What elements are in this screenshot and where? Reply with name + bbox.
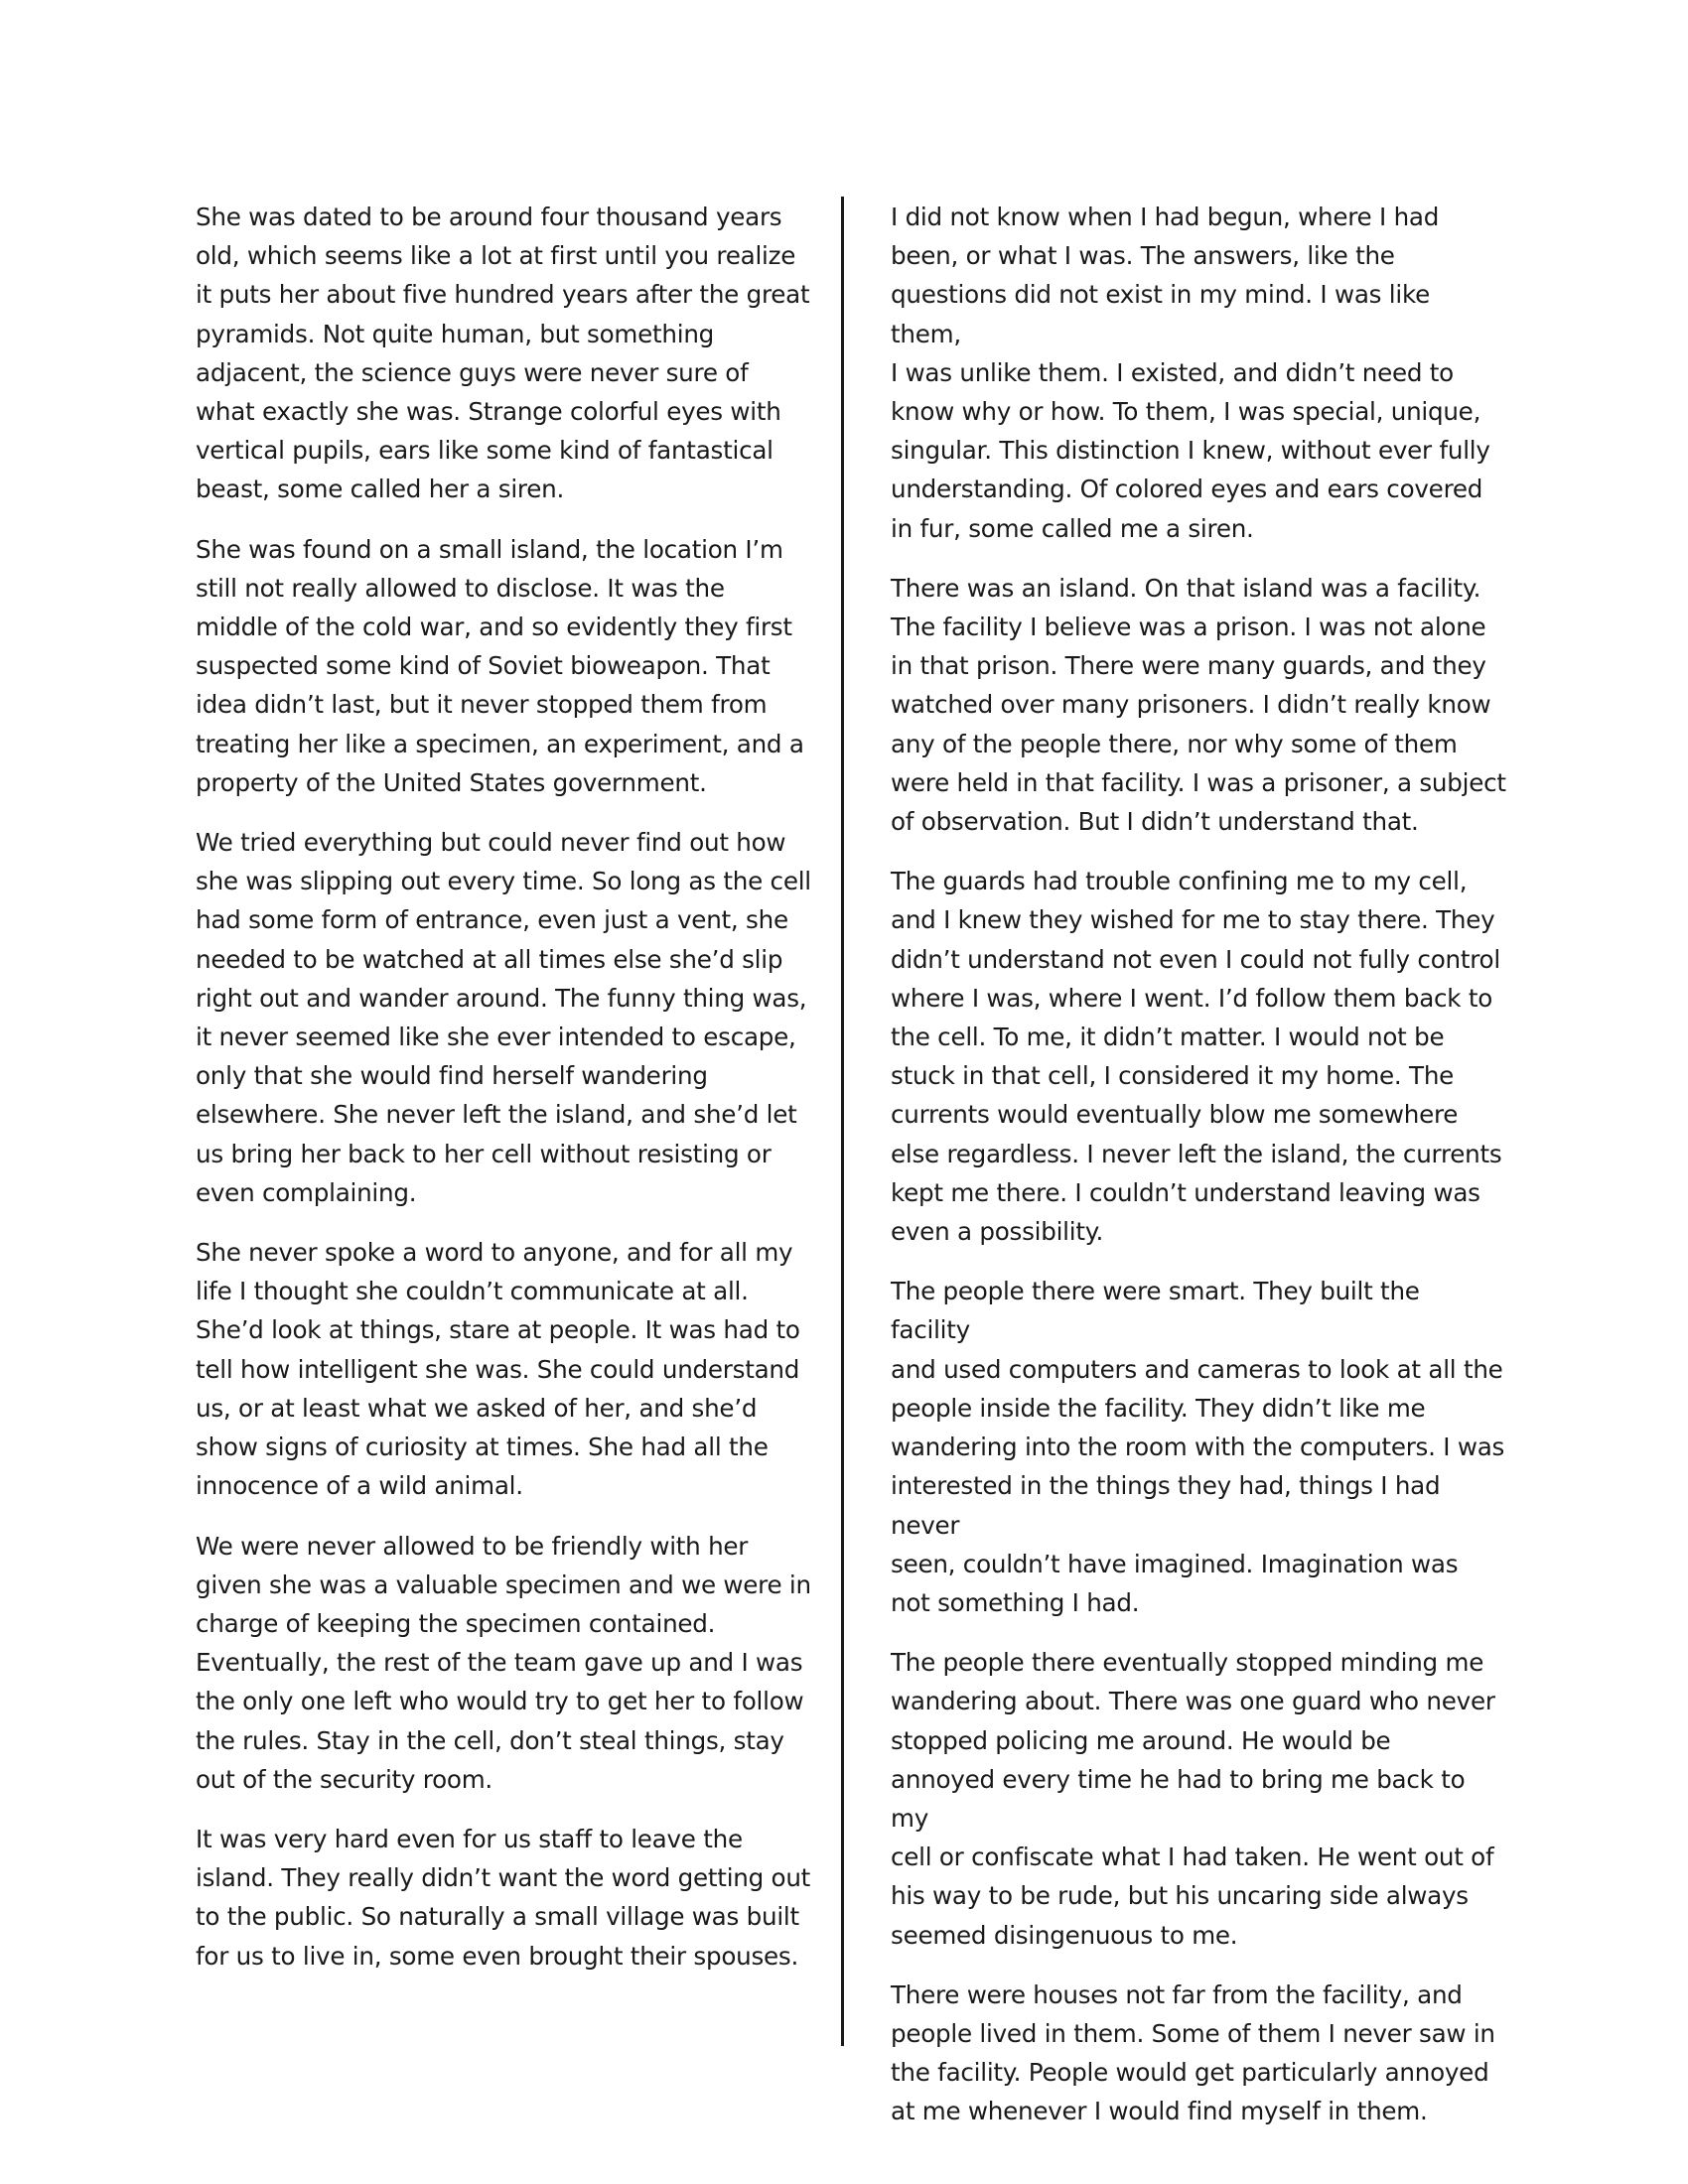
right-paragraph-5: The people there eventually stopped minding me wandering about. There was one guard who never stopped policing me around. He would be annoyed every time he had to bring me back to my cell or confiscate what I had taken. He went out of his way to be rude, but his uncaring side always seemed disingenuous to me. (891, 1648, 1495, 1950)
left-paragraph-2: She was found on a small island, the location I’m still not really allowed to disclose. It was the middle of the cold war, and so evidently they first suspected some kind of Soviet bioweapon. That idea didn’t last, but it never stopped them from treating her like a specimen, an experiment, and a property of the United States government. (196, 534, 804, 797)
right-paragraph-2: There was an island. On that island was a facility. The facility I believe was a prison. I was not alone in that prison. There were many guards, and they watched over many prisoners. I didn’t really know any of the people there, nor why some of them were held in that facility. I was a prisoner, a subject of observation. But I didn’t understand that. (891, 573, 1506, 837)
right-paragraph-6: There were houses not far from the facility, and people lived in them. Some of them I never saw in the facility. People would get particularly annoyed at me whenever I would find myself in them. (891, 1979, 1495, 2126)
right-paragraph-1: I did not know when I had begun, where I had been, or what I was. The answers, like the questions did not exist in my mind. I was like them, I was unlike them. I existed, and didn’t need to know why or how. To them, I was special, unique, singular. This distinction I knew, without ever fully understanding. Of colored eyes and ears covered in fur, some called me a siren. (891, 203, 1490, 543)
right-paragraph-4: The people there were smart. They built the facility and used computers and cameras to look at all the people inside the facility. They didn’t like me wandering into the room with the computers. I was interested in the things they had, things I had never seen, couldn’t have imagined. Imagination was not something I had. (891, 1277, 1505, 1617)
left-paragraph-5: We were never allowed to be friendly with her given she was a valuable specimen and we were in charge of keeping the specimen contained. Eventually, the rest of the team gave up and I was the only one left who would try to get her to follow the rules. Stay in the cell, don’t steal things, stay out of the security room. (196, 1531, 811, 1794)
left-paragraph-4: She never spoke a word to anyone, and for all my life I thought she couldn’t communicate at all. She’d look at things, stare at people. It was had to tell how intelligent she was. She could understand us, or at least what we asked of her, and she’d show signs of curiosity at times. She had all the innocence of a wild animal. (196, 1238, 800, 1501)
right-paragraph-3: The guards had trouble confining me to my cell, and I knew they wished for me to stay there. They didn’t understand not even I could not fully control where I was, where I went. I’d follow them back to the cell. To me, it didn’t matter. I would not be stuck in that cell, I considered it my home. The currents would eventually blow me somewhere else regardless. I never left the island, the currents kept me there. I couldn’t understand leaving was even a possibility. (891, 867, 1502, 1247)
left-column (196, 198, 811, 1996)
left-paragraph-6: It was very hard even for us staff to leave the island. They really didn’t want the word getting out to the public. So naturally a small village was built for us to live in, some even brought their spouses. (196, 1824, 811, 1971)
left-paragraph-3: We tried everything but could never find out how she was slipping out every time. So long as the cell had some form of entrance, even just a vent, she needed to be watched at all times else she’d slip right out and wander around. The funny thing was, it never seemed like she ever intended to escape, only that she would find herself wandering elsewhere. She never left the island, and she’d let us bring her back to her cell without resisting or even complaining. (196, 828, 811, 1207)
column-divider (841, 197, 844, 2046)
right-column (891, 198, 1506, 2152)
left-paragraph-1: She was dated to be around four thousand years old, which seems like a lot at first until you realize it puts her about five hundred years after the great pyramids. Not quite human, but something adjacent, the science guys were never sure of what exactly she was. Strange colorful eyes with vertical pupils, ears like some kind of fantastical beast, some called her a siren. (196, 203, 810, 504)
